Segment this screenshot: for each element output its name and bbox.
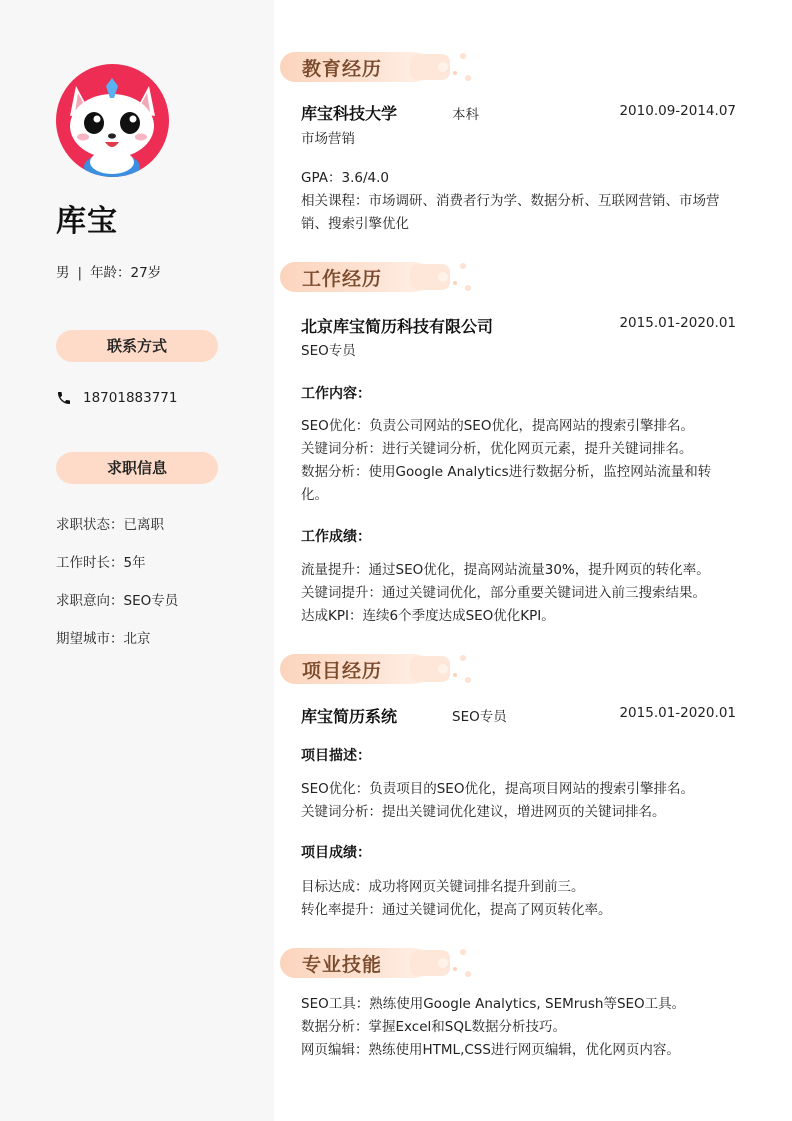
list-item: SEO优化：负责项目的SEO优化，提高项目网站的搜索引擎排名。 <box>301 781 694 797</box>
list-item: SEO工具：熟练使用Google Analytics, SEMrush等SEO工具。 <box>301 996 686 1012</box>
list-item: 目标达成：成功将网页关键词排名提升到前三。 <box>301 879 585 895</box>
list-item: 达成KPI：连续6个季度达成SEO优化KPI。 <box>301 608 555 624</box>
list-item: 数据分析：使用Google Analytics进行数据分析，监控网站流量和转化。 <box>301 464 712 503</box>
school-name: 库宝科技大学 <box>301 104 398 123</box>
list-item: 流量提升：通过SEO优化，提高网站流量30%，提升网页的转化率。 <box>301 562 710 578</box>
list-item: 网页编辑：熟练使用HTML,CSS进行网页编辑，优化网页内容。 <box>301 1042 680 1058</box>
gender: 男 <box>56 265 70 281</box>
degree: 本科 <box>452 107 479 123</box>
phone-icon <box>56 390 72 406</box>
work-header <box>280 260 480 294</box>
work-role: SEO专员 <box>301 343 356 359</box>
phone-number: 18701883771 <box>83 390 178 406</box>
job-info-heading: 求职信息 <box>56 452 218 484</box>
work-results-list <box>301 559 741 628</box>
age: 年龄：27岁 <box>90 265 162 281</box>
work-content-title: 工作内容： <box>301 386 371 402</box>
list-item: 关键词分析：提出关键词优化建议，增进网页的关键词排名。 <box>301 804 666 820</box>
work-years: 工作时长：5年 <box>56 555 146 571</box>
education-title: 教育经历 <box>302 58 383 80</box>
skills-title: 专业技能 <box>302 954 383 976</box>
education-header <box>280 50 480 84</box>
contact-heading: 联系方式 <box>56 330 218 362</box>
work-period: 2015.01-2020.01 <box>619 315 736 331</box>
major: 市场营销 <box>301 131 355 147</box>
company-name: 北京库宝简历科技有限公司 <box>301 317 494 336</box>
list-item: 数据分析：掌握Excel和SQL数据分析技巧。 <box>301 1019 566 1035</box>
project-results-title: 项目成绩： <box>301 845 371 861</box>
project-results-list <box>301 876 741 922</box>
expected-city: 期望城市：北京 <box>56 631 151 647</box>
courses: 相关课程：市场调研、消费者行为学、数据分析、互联网营销、市场营销、搜索引擎优化 <box>301 193 720 232</box>
candidate-name: 库宝 <box>56 204 118 239</box>
cat-mascot-icon <box>56 64 169 177</box>
project-role: SEO专员 <box>452 709 507 725</box>
avatar <box>56 64 169 177</box>
work-content-list <box>301 415 741 507</box>
info-separator: | <box>77 265 83 281</box>
list-item: 转化率提升：通过关键词优化，提高了网页转化率。 <box>301 902 612 918</box>
skills-header <box>280 946 480 980</box>
basic-info <box>56 261 161 281</box>
skills-list <box>301 993 741 1062</box>
project-desc-title: 项目描述： <box>301 748 371 764</box>
phone-row <box>56 390 177 406</box>
project-name: 库宝简历系统 <box>301 707 398 726</box>
list-item: SEO优化：负责公司网站的SEO优化，提高网站的搜索引擎排名。 <box>301 418 694 434</box>
job-intent: 求职意向：SEO专员 <box>56 593 179 609</box>
job-status: 求职状态：已离职 <box>56 517 164 533</box>
project-period: 2015.01-2020.01 <box>619 705 736 721</box>
education-period: 2010.09-2014.07 <box>619 103 736 119</box>
work-title: 工作经历 <box>302 268 383 290</box>
project-desc-list <box>301 778 741 824</box>
list-item: 关键词提升：通过关键词优化，部分重要关键词进入前三搜索结果。 <box>301 585 706 601</box>
project-title: 项目经历 <box>302 660 383 682</box>
work-results-title: 工作成绩： <box>301 529 371 545</box>
project-header <box>280 652 480 686</box>
list-item: 关键词分析：进行关键词分析，优化网页元素，提升关键词排名。 <box>301 441 693 457</box>
gpa: GPA：3.6/4.0 <box>301 170 389 186</box>
